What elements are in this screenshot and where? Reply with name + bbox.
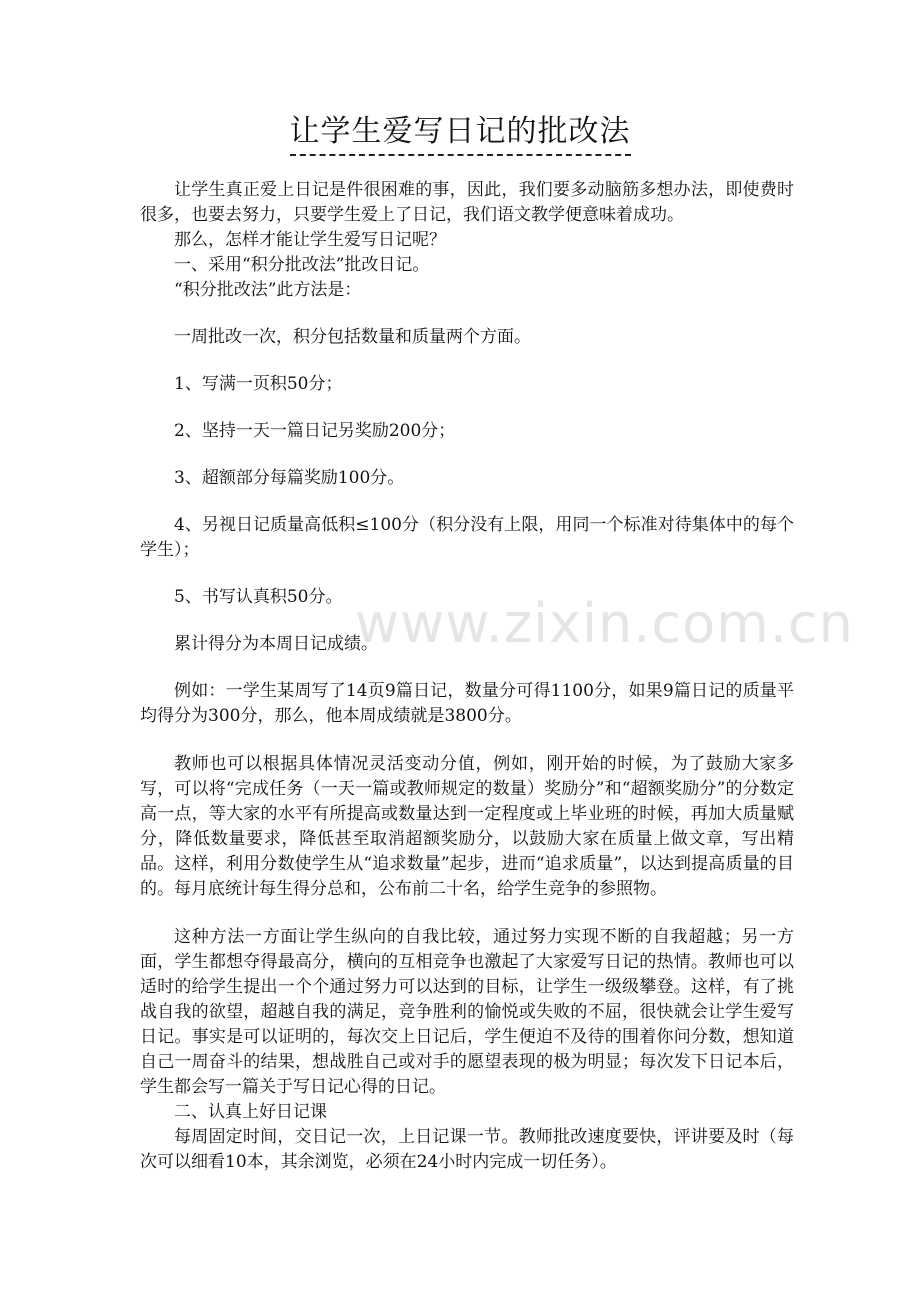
rule-item-3: 3、超额部分每篇奖励100分。 (174, 468, 405, 488)
rule-summary: 一周批改一次，积分包括数量和质量两个方面。 (174, 327, 531, 347)
paragraph-intro: 让学生真正爱上日记是件很困难的事，因此，我们要多动脑筋多想办法，即使费时很多，也要去努力，只要学生爱上了日记，我们语文教学便意味着成功。 (140, 180, 794, 225)
spacer (140, 902, 794, 925)
title-text: 让学生爱写日记的批改法 (290, 112, 631, 156)
flexibility-paragraph: 教师也可以根据具体情况灵活变动分值，例如，刚开始的时候，为了鼓励大家多写，可以将“完成任务（一天一篇或教师规定的数量）奖励分”和“超额奖励分”的分数定高一点，等大家的水平有所提高或数量达到一定程度或上毕业班的时候，再加大质量赋分，降低数量要求，降低甚至取消超额奖励分，以鼓励大家在质量上做文章，写出精品。这样，利用分数使学生从“追求数量”起步，进而“追求质量”，以达到提高质量的目的。每月底统计每生得分总和，公布前二十名，给学生竞争的参照物。 (140, 754, 794, 899)
spacer (140, 563, 794, 585)
spacer (140, 729, 794, 752)
paragraph-question: 那么，怎样才能让学生爱写日记呢？ (174, 230, 446, 250)
spacer (140, 397, 794, 419)
spacer (140, 350, 794, 372)
section-heading-2: 二、认真上好日记课 (174, 1102, 327, 1122)
rule-item-2: 2、坚持一天一篇日记另奖励200分； (174, 421, 456, 441)
diary-class-paragraph: 每周固定时间，交日记一次，上日记课一节。教师批改速度要快，评讲要及时（每次可以细看10本，其余浏览，必须在24小时内完成一切任务）。 (140, 1127, 794, 1172)
total-score-note: 累计得分为本周日记成绩。 (174, 634, 378, 654)
rule-item-1: 1、写满一页积50分； (174, 374, 343, 394)
document-title (0, 112, 920, 156)
method-intro: “积分批改法”此方法是： (174, 280, 362, 300)
example-paragraph: 例如：一学生某周写了14页9篇日记，数量分可得1100分，如果9篇日记的质量平均得分为300分，那么，他本周成绩就是3800分。 (140, 681, 794, 726)
spacer (140, 303, 794, 325)
watermark-text: www.zixin.com.cn (355, 592, 854, 655)
document-body (140, 178, 794, 1175)
spacer (140, 491, 794, 513)
section-heading-1: 一、采用“积分批改法”批改日记。 (174, 255, 430, 275)
effect-paragraph: 这种方法一方面让学生纵向的自我比较，通过努力实现不断的自我超越；另一方面，学生都想夺得最高分，横向的互相竞争也激起了大家爱写日记的热情。教师也可以适时的给学生提出一个个通过努力可以达到的目标，让学生一级级攀登。这样，有了挑战自我的欲望，超越自我的满足，竞争胜利的愉悦或失败的不屈，很快就会让学生爱写日记。事实是可以证明的，每次交上日记后，学生便迫不及待的围着你问分数，想知道自己一周奋斗的结果，想战胜自己或对手的愿望表现的极为明显；每次发下日记本后，学生都会写一篇关于写日记心得的日记。 (140, 927, 794, 1097)
rule-item-5: 5、书写认真积50分。 (174, 587, 343, 607)
spacer (140, 657, 794, 679)
spacer (140, 610, 794, 632)
spacer (140, 444, 794, 466)
rule-item-4: 4、另视日记质量高低积≤100分（积分没有上限，用同一个标准对待集体中的每个学生）； (140, 515, 794, 560)
